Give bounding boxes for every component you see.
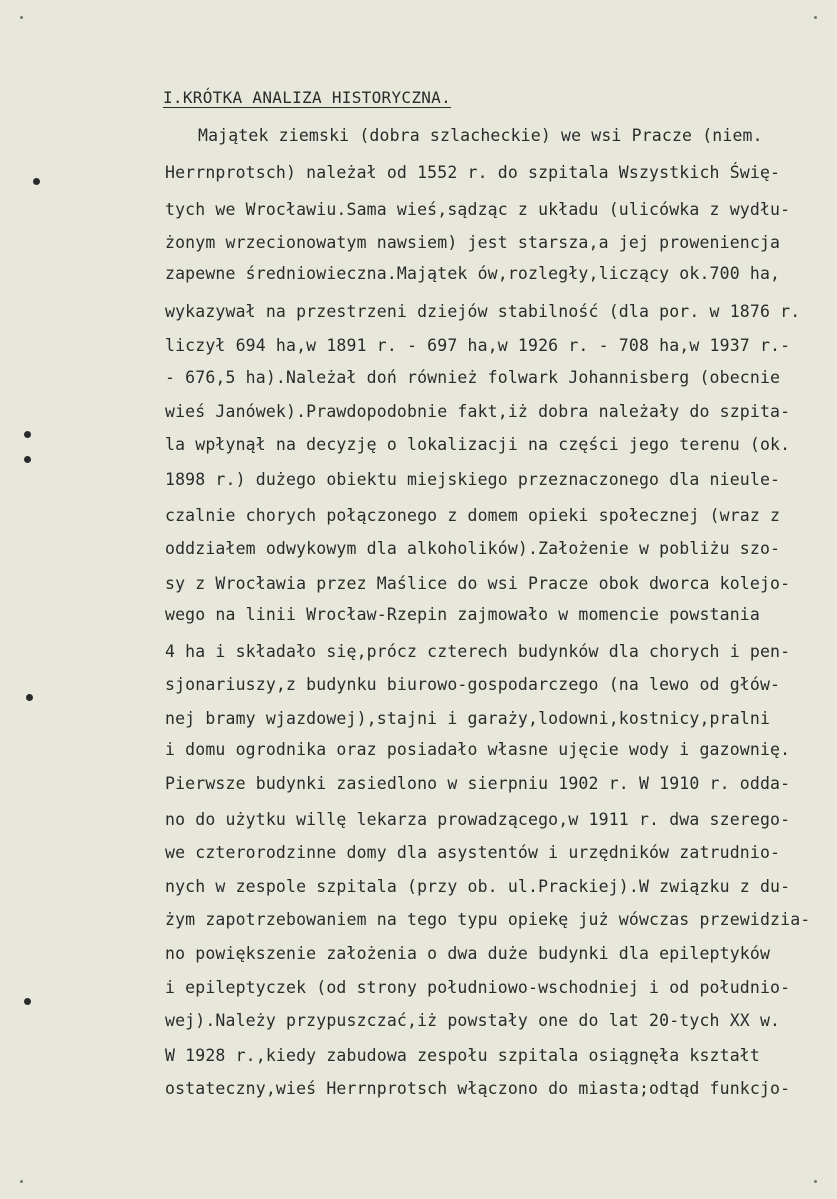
text-line: wej).Należy przypuszczać,iż powstały one do lat 20-tych XX w.	[165, 1011, 781, 1030]
text-line: nej bramy wjazdowej),stajni i garaży,lodowni,kostnicy,pralni	[165, 709, 771, 728]
text-line: i domu ogrodnika oraz posiadało własne ujęcie wody i gazownię.	[165, 740, 791, 759]
text-line: 1898 r.) dużego obiektu miejskiego przeznaczonego dla nieule-	[165, 470, 781, 489]
punch-hole-mark	[26, 694, 33, 701]
text-line: wieś Janówek).Prawdopodobnie fakt,iż dobra należały do szpita-	[165, 402, 791, 421]
text-line: czalnie chorych połączonego z domem opieki społecznej (wraz z	[165, 506, 781, 525]
punch-hole-mark	[33, 178, 40, 185]
text-line: ostateczny,wieś Herrnprotsch włączono do miasta;odtąd funkcjo-	[165, 1079, 791, 1098]
text-line: 4 ha i składało się,prócz czterech budynków dla chorych i pen-	[165, 642, 791, 661]
text-line: Herrnprotsch) należał od 1552 r. do szpitala Wszystkich Świę-	[165, 163, 781, 182]
text-line: żym zapotrzebowaniem na tego typu opiekę już wówczas przewidzia-	[165, 910, 811, 929]
text-line: sjonariuszy,z budynku biurowo-gospodarczego (na lewo od głów-	[165, 675, 781, 694]
text-line: W 1928 r.,kiedy zabudowa zespołu szpitala osiągnęła kształt	[165, 1046, 760, 1065]
punch-hole-mark	[24, 456, 31, 463]
section-heading: I.KRÓTKA ANALIZA HISTORYCZNA.	[163, 88, 452, 107]
text-line: no powiększenie założenia o dwa duże budynki dla epileptyków	[165, 944, 771, 963]
text-line: wego na linii Wrocław-Rzepin zajmowało w momencie powstania	[165, 605, 760, 624]
text-line: żonym wrzecionowatym nawsiem) jest starsza,a jej prowenіencja	[165, 233, 781, 252]
corner-mark	[20, 16, 23, 19]
text-line: nych w zespole szpitala (przy ob. ul.Prackiej).W związku z du-	[165, 877, 791, 896]
corner-mark	[814, 1180, 817, 1183]
text-line: sy z Wrocławia przez Maślice do wsi Pracze obok dworca kolejo-	[165, 574, 791, 593]
text-line: oddziałem odwykowym dla alkoholików).Założenie w pobliżu szo-	[165, 539, 781, 558]
punch-hole-mark	[24, 431, 31, 438]
text-line: wykazywał na przestrzeni dziejów stabilność (dla por. w 1876 r.	[165, 302, 801, 321]
text-line: - 676,5 ha).Należał doń również folwark Johannisberg (obecnie	[165, 368, 781, 387]
text-line: Pierwsze budynki zasiedlono w sierpniu 1902 r. W 1910 r. odda-	[165, 774, 791, 793]
text-line: la wpłynął na decyzję o lokalizacji na części jego terenu (ok.	[165, 435, 791, 454]
text-line: liczył 694 ha,w 1891 r. - 697 ha,w 1926 r. - 708 ha,w 1937 r.-	[165, 336, 791, 355]
text-line: Majątek ziemski (dobra szlacheckie) we wsi Pracze (niem.	[198, 126, 763, 145]
text-line: we czterorodzinne domy dla asystentów i urzędników zatrudnio-	[165, 843, 781, 862]
text-line: zapewne średniowieczna.Majątek ów,rozległy,liczący ok.700 ha,	[165, 264, 781, 283]
punch-hole-mark	[24, 998, 31, 1005]
text-line: tych we Wrocławiu.Sama wieś,sądząc z układu (ulicówka z wydłu-	[165, 200, 791, 219]
text-line: no do użytku willę lekarza prowadzącego,w 1911 r. dwa szerego-	[165, 810, 791, 829]
text-line: i epileptyczek (od strony południowo-wschodniej i od południo-	[165, 978, 791, 997]
corner-mark	[814, 16, 817, 19]
corner-mark	[20, 1180, 23, 1183]
